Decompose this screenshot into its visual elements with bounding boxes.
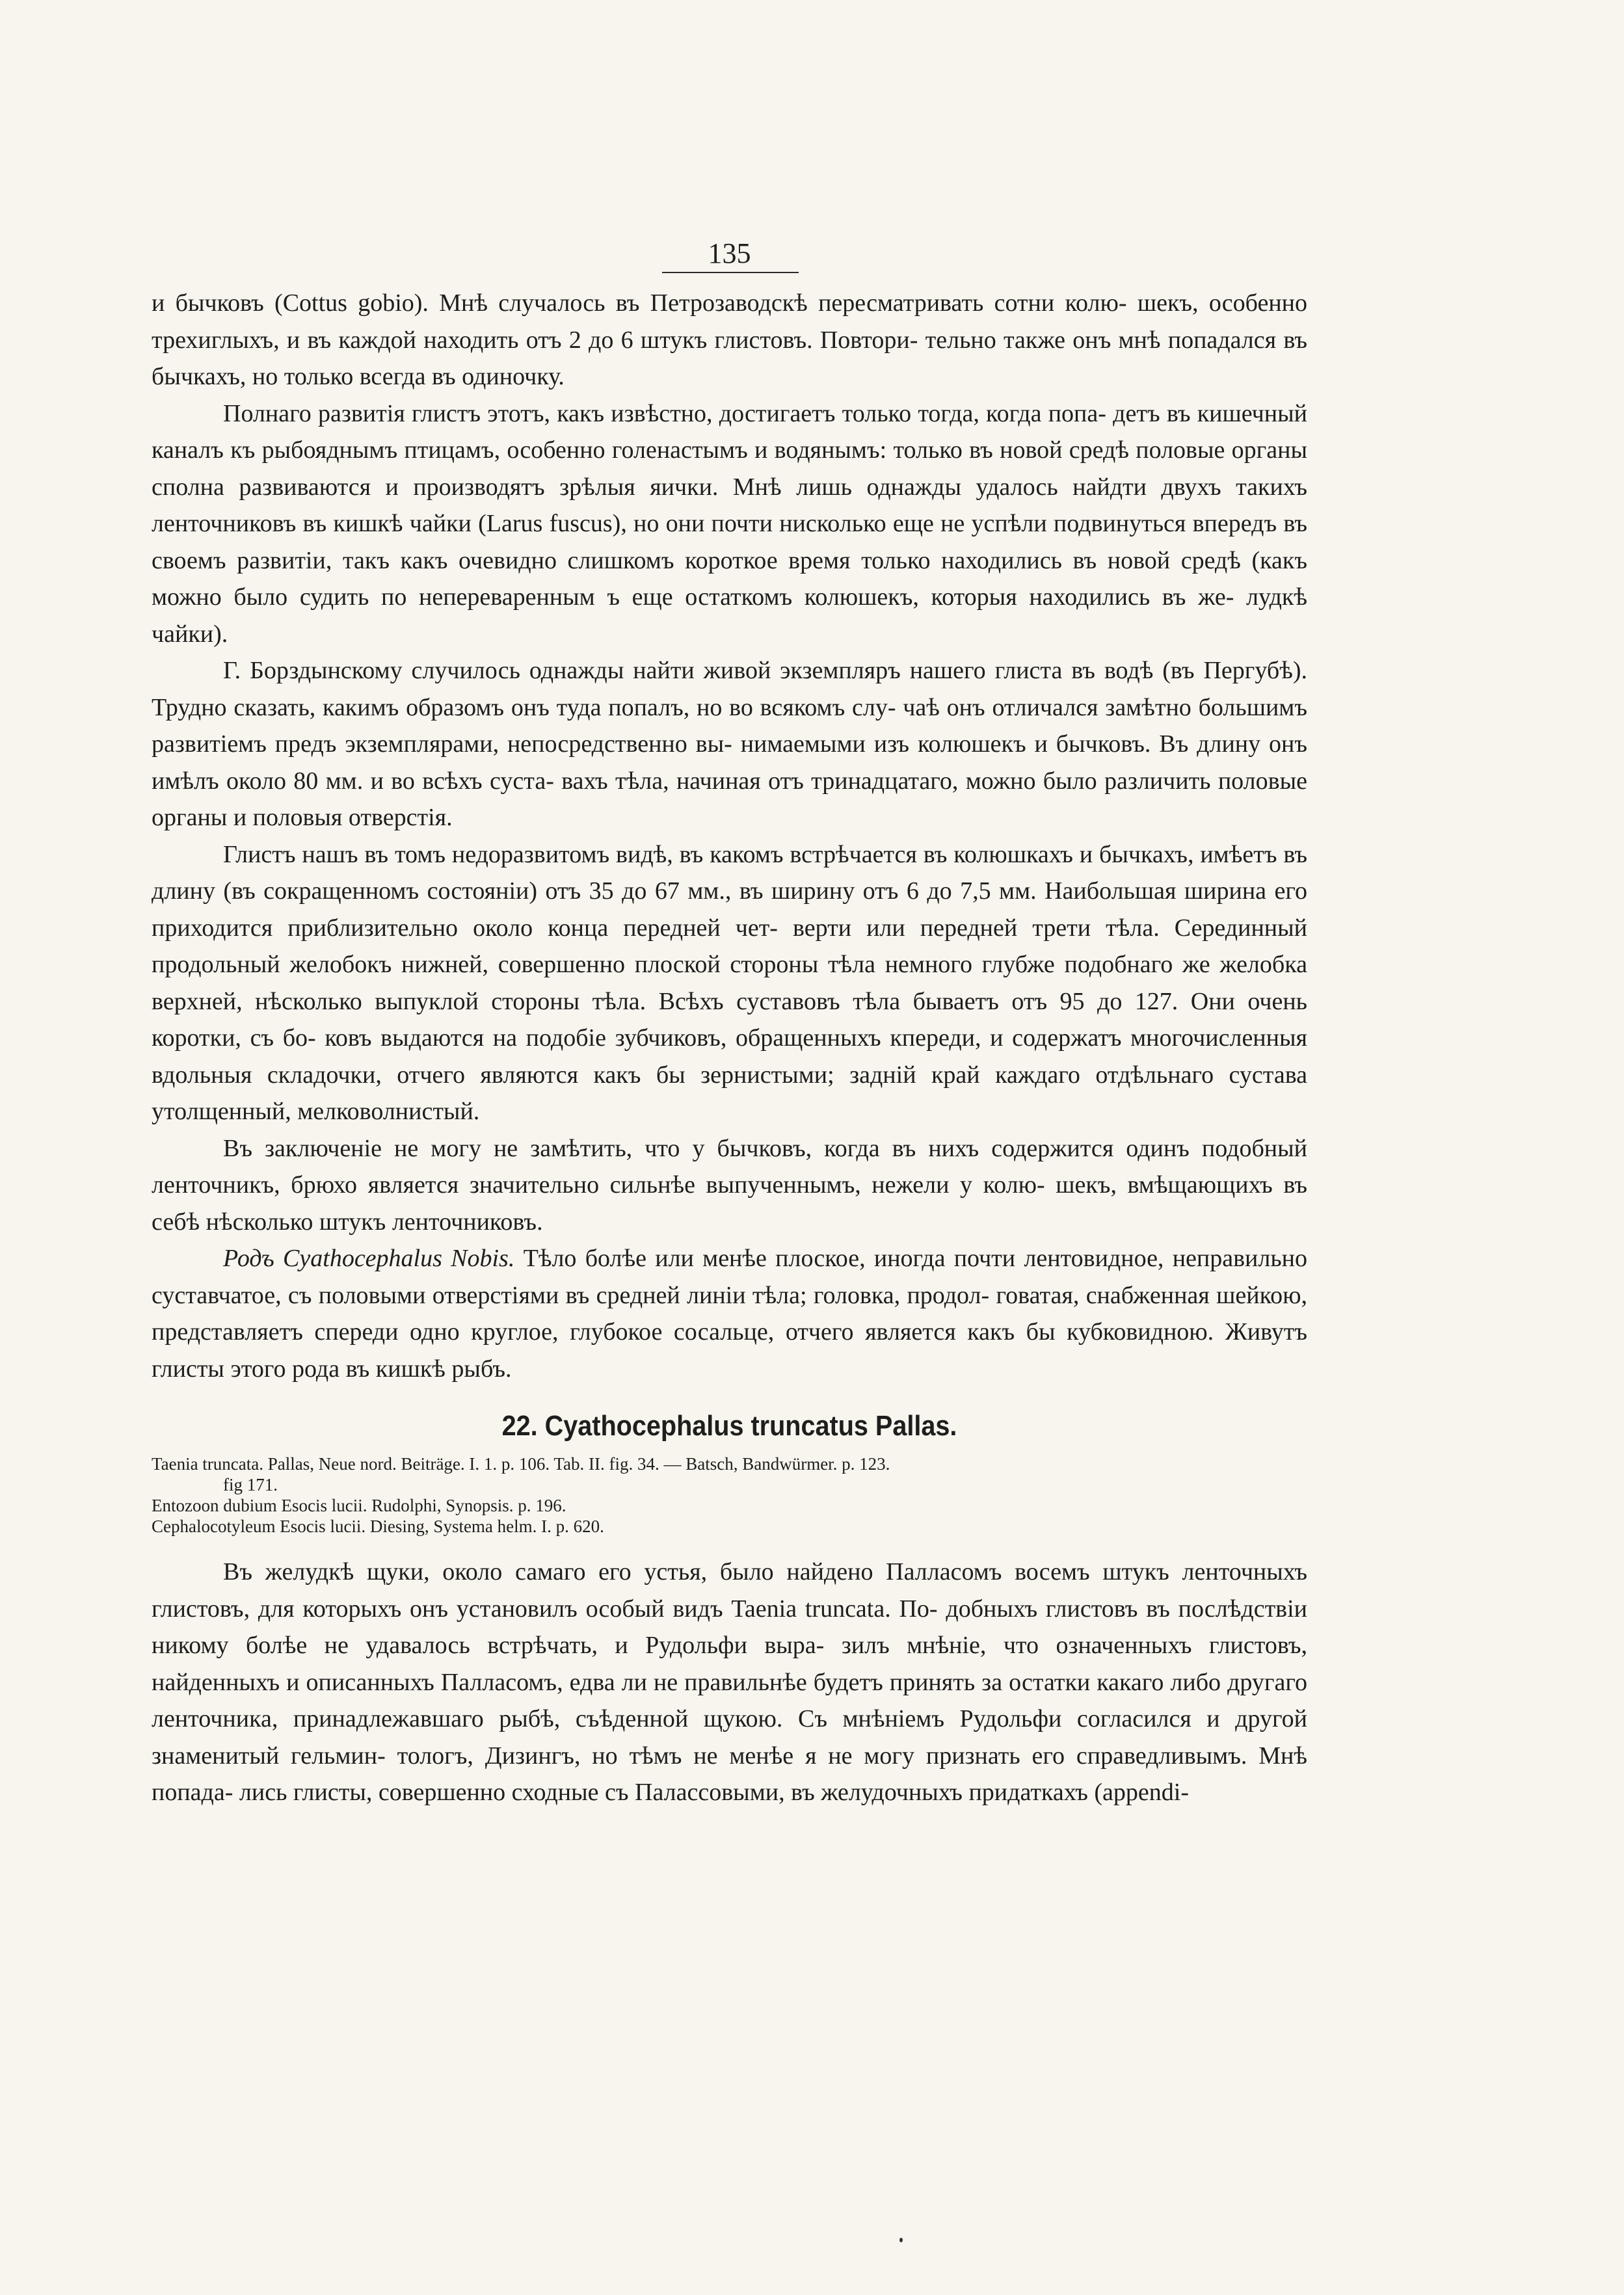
text-line: бычкахъ, имѣетъ въ длину (въ сокращенномъ состояніи) отъ 35 до 67 мм., въ ширину отъ [152, 840, 1307, 905]
text-line: шекъ, особенно трехиглыхъ, и въ каждой находить отъ 2 до 6 штукъ глистовъ. Повтори- [152, 289, 1308, 354]
page-number-rule [662, 272, 799, 273]
text-line: такъ какъ очевидно слишкомъ короткое время только находились въ новой средѣ (какъ можно [152, 546, 1308, 611]
text-line: нимаемыми изъ колюшекъ и бычковъ. Въ длину онъ имѣлъ около 80 мм. и во всѣхъ суста- [152, 730, 1308, 795]
paragraph [152, 652, 1307, 836]
text-line: лись глисты, совершенно сходные съ Палассовыми, въ желудочныхъ придаткахъ (appendi- [239, 1779, 1189, 1806]
text-line: было судить по непереваренным ъ еще остаткомъ колюшекъ, которыя находились въ же- [233, 583, 1234, 611]
text-line: ленточныхъ глистовъ, для которыхъ онъ установилъ особый видъ Taenia truncata. По- [152, 1558, 1307, 1623]
reference-line: Cephalocotyleum Esocis lucii. Diesing, Systema helm. I. p. 620. [152, 1517, 604, 1536]
text-line: вахъ тѣла, начиная отъ тринадцатаго, можно было различить половые органы и половыя [152, 767, 1307, 831]
text-line: fuscus), но они почти нисколько еще не успѣли подвинуться впередъ въ своемъ развитіи, [152, 510, 1307, 574]
text-line: Полнаго развитія глистъ этотъ, какъ извѣстно, достигаетъ только тогда, когда попа- [223, 399, 1106, 427]
genus-label: Родъ Cyathocephalus Nobis. [223, 1245, 515, 1272]
text-line: вдольныя складочки, отчего являются какъ бы зернистыми; задній край каждаго отдѣльнаго [152, 1061, 1214, 1089]
text-line: 6 до 7,5 мм. Наибольшая ширина его приходится приблизительно около конца передней чет- [152, 877, 1307, 942]
text-line: Г. Борздынскому случилось однажды найти живой экземпляръ нашего глиста въ [223, 657, 1095, 684]
text-line: детъ въ кишечный каналъ къ рыбояднымъ птицамъ, особенно голенастымъ и водянымъ: [152, 399, 1307, 464]
text-line: лудкѣ чайки). [152, 583, 1307, 648]
text-line: и бычковъ (Cottus gobio). Мнѣ случалось въ Петрозаводскѣ пересматривать сотни колю- [152, 289, 1127, 317]
text-line: подобный ленточникъ, брюхо является значительно сильнѣе выпученнымъ, нежели у колю- [152, 1134, 1307, 1199]
text-line: Въ желудкѣ щуки, около самаго его устья, было найдено Палласомъ восемъ штукъ [223, 1558, 1169, 1585]
paragraph [152, 395, 1307, 653]
text-line: отверстія. [348, 804, 453, 831]
section-heading: 22. Cyathocephalus truncatus Pallas. [501, 1410, 957, 1442]
genus-paragraph [152, 1240, 1307, 1387]
paragraph [152, 285, 1307, 395]
stray-ink-mark [899, 2238, 903, 2242]
text-line: верти или передней трети тѣла. Серединный продольный желобокъ нижней, совершенно [152, 914, 1308, 978]
synonymy-references [152, 1453, 1307, 1537]
text-line: говатая, снабженная шейкою, представляетъ спереди одно круглое, глубокое сосальце, [152, 1281, 1307, 1346]
text-line: неправильно суставчатое, съ половыми отверстіями въ средней линіи тѣла; головка, продол- [152, 1245, 1308, 1309]
text-line: отчего является какъ бы кубковидною. Живутъ глисты этого рода въ кишкѣ рыбъ. [152, 1318, 1307, 1383]
paragraph [152, 836, 1307, 1130]
reference-line: fig 171. [223, 1475, 278, 1494]
text-line: только въ новой средѣ половые органы сполна развиваются и производятъ зрѣлыя яички. [152, 436, 1307, 501]
text-line: водѣ (въ Пергубѣ). Трудно сказать, какимъ образомъ онъ туда попалъ, но во всякомъ слу- [152, 657, 1307, 721]
text-line: тологъ, Дизингъ, но тѣмъ не менѣе я не могу признать его справедливымъ. Мнѣ попада- [152, 1742, 1307, 1806]
text-line: Глистъ нашъ въ томъ недоразвитомъ видѣ, въ какомъ встрѣчается въ колюшкахъ и [223, 840, 1093, 868]
text-line: Тѣло болѣе или менѣе плоское, иногда почти лентовидное, [514, 1245, 1164, 1272]
body-text [152, 285, 1307, 1240]
paragraph [152, 1130, 1307, 1241]
text-line: плоской стороны тѣла немного глубже подобнаго же желобка верхней, нѣсколько выпуклой [152, 951, 1307, 1015]
reference-line: Entozoon dubium Esocis lucii. Rudolphi, Synopsis. p. 196. [152, 1496, 566, 1515]
text-line: Въ заключеніе не могу не замѣтить, что у бычковъ, когда въ нихъ содержится одинъ [223, 1134, 1190, 1162]
text-line: правильнѣе будетъ принять за остатки какаго либо другаго ленточника, принадлежавшаго [152, 1668, 1307, 1732]
page-number: 135 [708, 237, 751, 269]
text-line: стороны тѣла. Всѣхъ суставовъ тѣла бываетъ отъ 95 до 127. Они очень коротки, съ бо- [152, 987, 1308, 1052]
text-line: рыбѣ, съѣденной щукою. Съ мнѣніемъ Рудольфи согласился и другой знаменитый гельмин- [152, 1705, 1307, 1770]
text-line: шекъ, вмѣщающихъ въ себѣ нѣсколько штукъ ленточниковъ. [152, 1171, 1308, 1236]
reference-line: Taenia truncata. Pallas, Neue nord. Beiträge. I. 1. p. 106. Tab. II. fig. 34. — Batsch, Bandwürmer. p. 123. [152, 1454, 890, 1474]
text-line: сустава утолщенный, мелковолнистый. [152, 1061, 1308, 1125]
text-line: чаѣ онъ отличался замѣтно большимъ развитіемъ предъ экземплярами, непосредственно вы- [152, 693, 1308, 758]
final-paragraph [152, 1554, 1307, 1811]
text-line: добныхъ глистовъ въ послѣдствіи никому болѣе не удавалось встрѣчать, и Рудольфи выра- [152, 1595, 1308, 1659]
document-page [152, 234, 1307, 1811]
text-line: тельно также онъ мнѣ попадался въ бычкахъ, но только всегда въ одиночку. [152, 326, 1307, 390]
text-line: ковъ выдаются на подобіе зубчиковъ, обращенныхъ кпереди, и содержатъ многочисленныя [325, 1024, 1307, 1052]
text-line: зилъ мнѣніе, что означенныхъ глистовъ, найденныхъ и описанныхъ Палласомъ, едва ли не [152, 1632, 1308, 1696]
text-line: Мнѣ лишь однажды удалось найдти двухъ такихъ ленточниковъ въ кишкѣ чайки (Larus [152, 473, 1308, 537]
